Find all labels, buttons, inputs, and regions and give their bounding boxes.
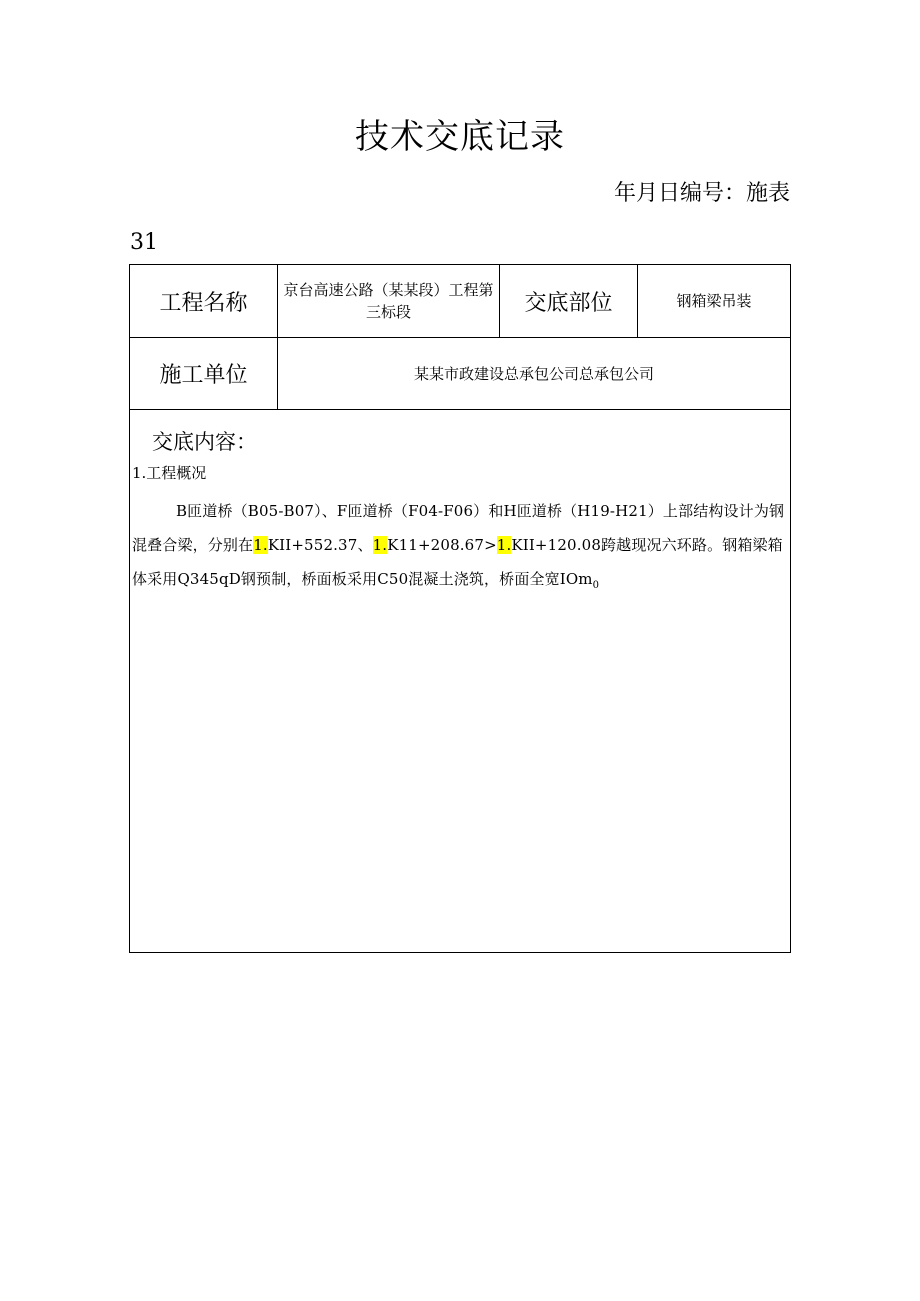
section-title: 1.工程概况 bbox=[132, 464, 207, 482]
document-title: 技术交底记录 bbox=[355, 117, 565, 157]
date-and-number-line: 年月日编号：施表 bbox=[613, 181, 790, 206]
contractor-label: 施工单位 bbox=[130, 338, 278, 410]
overview-paragraph bbox=[130, 486, 790, 603]
content-cell bbox=[130, 410, 791, 953]
project-name-label: 工程名称 bbox=[130, 265, 278, 338]
paragraph-text-4: KII+120.08跨越现况六环路。钢箱梁箱体采用Q345qD钢预制，桥面板采用C50混凝土浇筑，桥面全宽IOm bbox=[132, 536, 783, 588]
location-value: 钢箱梁吊装 bbox=[638, 265, 791, 338]
form-number: 31 bbox=[130, 230, 158, 255]
highlight-mark-2: 1. bbox=[372, 536, 388, 554]
project-row bbox=[130, 265, 791, 338]
location-label: 交底部位 bbox=[500, 265, 638, 338]
contractor-row bbox=[130, 338, 791, 410]
paragraph-text-1: B匝道桥（B05-B07）、F匝道桥（F04-F06）和H匝道桥（H19-H21）上部结构设计为钢混叠合梁，分别在 bbox=[132, 502, 785, 554]
paragraph-subscript: 0 bbox=[592, 580, 600, 591]
paragraph-text-3: K11+208.67> bbox=[387, 536, 497, 554]
paragraph-text-2: KII+552.37、 bbox=[267, 536, 373, 554]
content-row bbox=[130, 410, 791, 953]
contractor-value: 某某市政建设总承包公司总承包公司 bbox=[278, 338, 791, 410]
content-heading: 交底内容： bbox=[152, 430, 257, 454]
highlight-mark-3: 1. bbox=[496, 536, 512, 554]
highlight-mark-1: 1. bbox=[253, 536, 268, 554]
disclosure-form-table bbox=[129, 264, 791, 953]
project-name-value: 京台高速公路（某某段）工程第三标段 bbox=[278, 265, 500, 338]
